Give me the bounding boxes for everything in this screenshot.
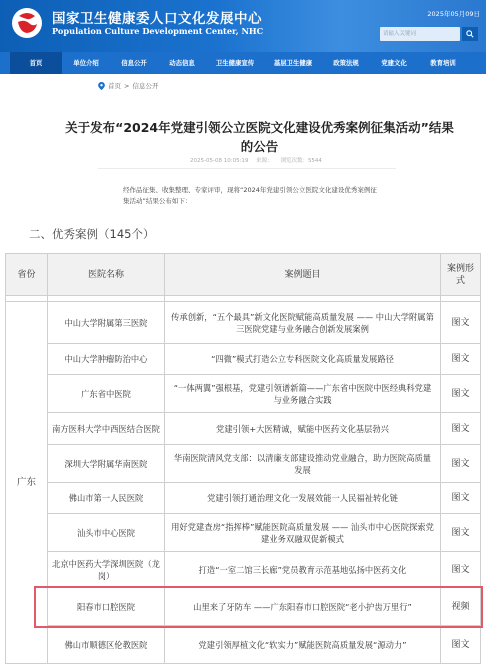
case-cell: 党建引领+大医精诚，赋能中医药文化基层勃兴 (165, 413, 441, 445)
type-cell: 图文 (441, 344, 481, 375)
nav-item-home[interactable]: 首页 (10, 52, 62, 74)
search-button[interactable] (462, 27, 478, 41)
current-date: 2025年05月09日 (427, 10, 480, 18)
article-date: 2025-05-08 10:05:19 (190, 158, 249, 164)
article-title: 关于发布“2024年党建引领公立医院文化建设优秀案例征集活动”结果的公告 (65, 120, 454, 154)
case-cell: 传承创新，“五个最具”新文化医院赋能高质量发展 —— 中山大学附属第三医院党建与业务融合创新发展案例 (165, 302, 441, 344)
cases-table-wrapper[interactable] (5, 253, 486, 650)
article-views: 浏览次数：5544 (280, 158, 322, 164)
table-row (6, 552, 481, 588)
hospital-cell: 汕头市中心医院 (48, 514, 165, 552)
header-hospital: 医院名称 (48, 254, 165, 296)
nav-item-health-promotion[interactable]: 卫生健康宣传 (215, 59, 255, 67)
nav-item-policy[interactable]: 政策法规 (333, 59, 359, 67)
type-cell: 图文 (441, 375, 481, 413)
hospital-cell: 广东省中医院 (48, 375, 165, 413)
breadcrumb-separator: > (124, 81, 130, 90)
section-heading: 二、优秀案例（145个） (29, 227, 155, 241)
type-cell: 图文 (441, 413, 481, 445)
cases-table (5, 253, 481, 664)
breadcrumb (98, 81, 158, 90)
header-type: 案例形式 (441, 254, 481, 296)
nav-item-about[interactable]: 单位介绍 (73, 59, 99, 67)
table-row (6, 375, 481, 413)
hospital-cell: 佛山市第一人民医院 (48, 483, 165, 514)
table-row (6, 626, 481, 664)
article-meta (190, 156, 328, 164)
type-cell: 图文 (441, 552, 481, 588)
title-divider (98, 168, 396, 169)
type-cell: 图文 (441, 514, 481, 552)
nav-item-news[interactable]: 动态信息 (169, 59, 195, 67)
type-cell: 视频 (441, 588, 481, 626)
type-cell: 图文 (441, 445, 481, 483)
table-row (6, 445, 481, 483)
nav-item-training[interactable]: 教育培训 (430, 59, 456, 67)
site-header (0, 0, 486, 52)
case-cell: 党建引领打通治理文化一发展效能一人民福祉转化链 (165, 483, 441, 514)
search-input[interactable]: 请输入关键词 (380, 27, 460, 41)
site-subtitle: Population Culture Development Center, NHC (52, 26, 264, 36)
hospital-cell: 深圳大学附属华南医院 (48, 445, 165, 483)
hospital-cell: 阳春市口腔医院 (48, 588, 165, 626)
type-cell: 图文 (441, 483, 481, 514)
nav-item-party-culture[interactable]: 党建文化 (381, 59, 407, 67)
location-icon (98, 82, 105, 90)
case-cell: 用好党建查房“指挥棒”赋能医院高质量发展 —— 汕头市中心医院探索党建业务双融双促新模式 (165, 514, 441, 552)
table-row-highlighted (6, 588, 481, 626)
hospital-cell: 佛山市顺德区伦教医院 (48, 626, 165, 664)
breadcrumb-home[interactable]: 首页 (108, 82, 121, 90)
article-intro: 经作品征集、收集整理、专家评审，现将“2024年党建引领公立医院文化建设优秀案例征集活动”结果公布如下： (123, 186, 377, 205)
case-cell: 党建引领厚植文化“软实力”赋能医院高质量发展“源动力” (165, 626, 441, 664)
province-cell: 广东 (6, 302, 48, 664)
table-row (6, 483, 481, 514)
table-row (6, 344, 481, 375)
site-title: 国家卫生健康委人口文化发展中心 (52, 11, 262, 27)
nav-item-disclosure[interactable]: 信息公开 (121, 59, 147, 67)
case-cell: 打造“一室二馆三长廊”党员教育示范基地弘扬中医药文化 (165, 552, 441, 588)
table-row (6, 514, 481, 552)
hospital-cell: 中山大学附属第三医院 (48, 302, 165, 344)
type-cell: 图文 (441, 626, 481, 664)
header-province: 省份 (6, 254, 48, 296)
site-logo-icon[interactable] (10, 6, 44, 40)
hospital-cell: 中山大学肿瘤防治中心 (48, 344, 165, 375)
article-source: 来源： (256, 158, 273, 164)
case-cell: 华南医院清风党支部：以清廉支部建设推动党业融合，助力医院高质量发展 (165, 445, 441, 483)
nav-item-grassroots-health[interactable]: 基层卫生健康 (273, 59, 313, 67)
header-case: 案例题目 (165, 254, 441, 296)
search-icon (466, 30, 474, 38)
case-cell: 山里来了牙防车 ——广东阳春市口腔医院“老小护齿万里行” (165, 588, 441, 626)
hospital-cell: 北京中医药大学深圳医院（龙岗） (48, 552, 165, 588)
case-cell: “一体两翼”强根基，党建引领谱新篇——广东省中医院中医经典科党建与业务融合实践 (165, 375, 441, 413)
hospital-cell: 南方医科大学中西医结合医院 (48, 413, 165, 445)
type-cell: 图文 (441, 302, 481, 344)
breadcrumb-current[interactable]: 信息公开 (132, 82, 159, 90)
table-row (6, 413, 481, 445)
main-nav (0, 52, 486, 74)
table-header-row (6, 254, 481, 296)
table-row (6, 302, 481, 344)
case-cell: “四微”模式打造公立专科医院文化高质量发展路径 (165, 344, 441, 375)
